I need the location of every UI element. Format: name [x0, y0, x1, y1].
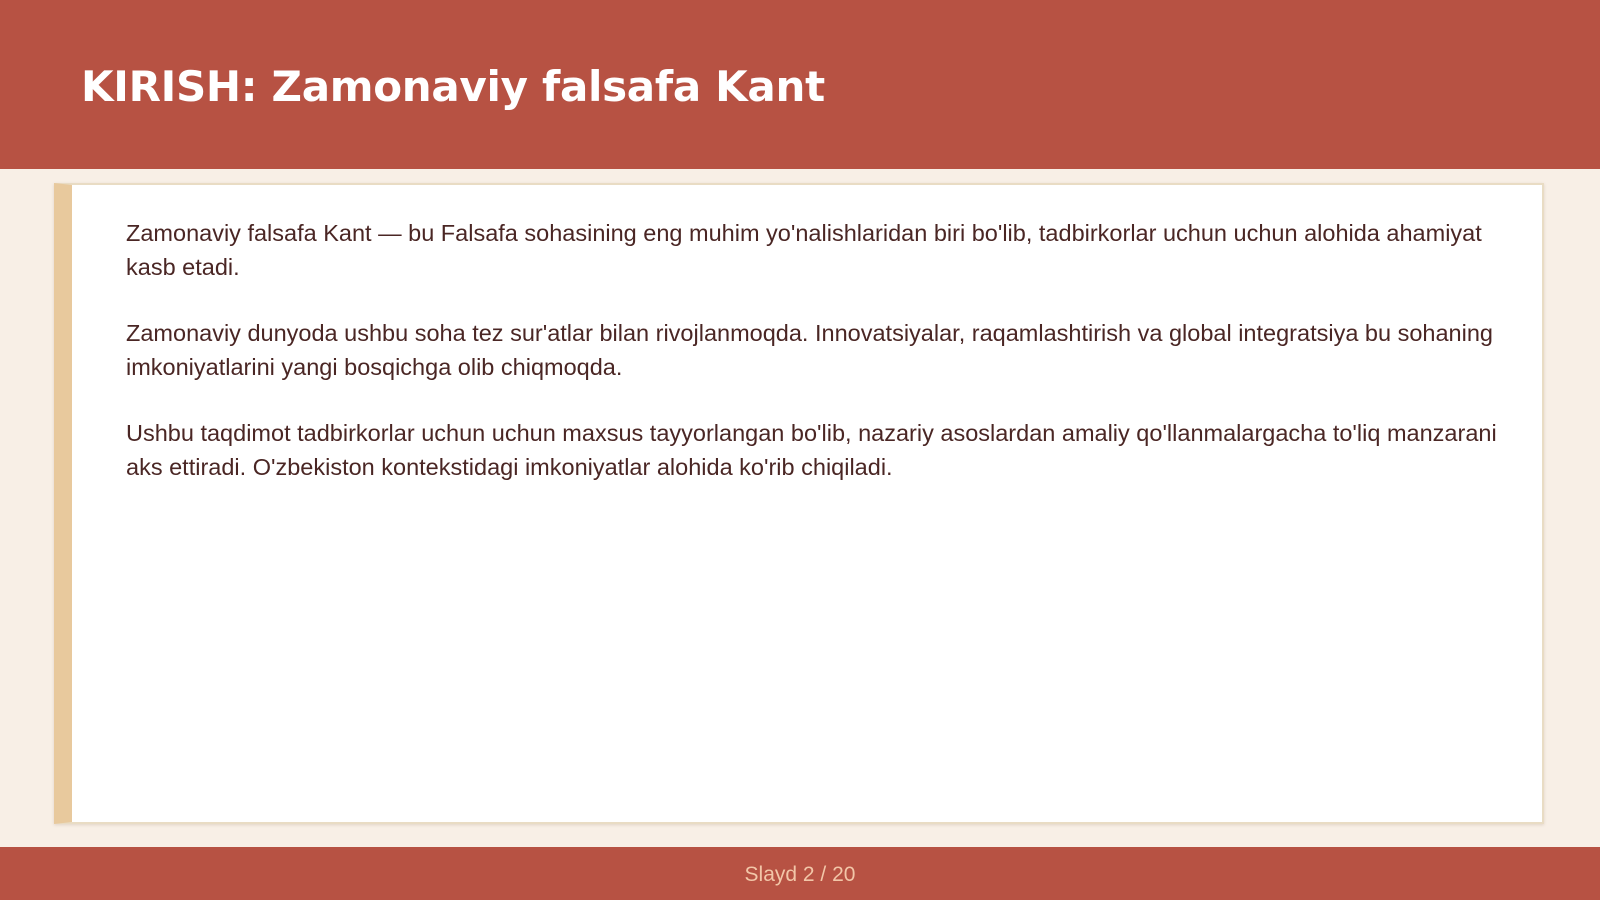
content-paragraph: Zamonaviy dunyoda ushbu soha tez sur'atlar bilan rivojlanmoqda. Innovatsiyalar, raqamlashtirish va global integratsiya bu sohaning imkoniyatlarini yangi bosqichga olib chiqmoqda. [126, 320, 1493, 380]
slide-title: KIRISH: Zamonaviy falsafa Kant [81, 62, 825, 111]
slide-header [0, 0, 1600, 169]
slide-footer [0, 847, 1600, 900]
content-card [54, 183, 1544, 824]
content-paragraph: Ushbu taqdimot tadbirkorlar uchun uchun maxsus tayyorlangan bo'lib, nazariy asoslardan amaliy qo'llanmalargacha to'liq manzarani aks ettiradi. O'zbekiston kontekstidagi imkoniyatlar alohida ko'rib chiqiladi. [126, 420, 1497, 480]
content-paragraph: Zamonaviy falsafa Kant — bu Falsafa sohasining eng muhim yo'nalishlaridan biri bo'lib, tadbirkorlar uchun uchun alohida ahamiyat kasb etadi. [126, 220, 1482, 280]
slide-counter: Slayd 2 / 20 [744, 863, 856, 886]
